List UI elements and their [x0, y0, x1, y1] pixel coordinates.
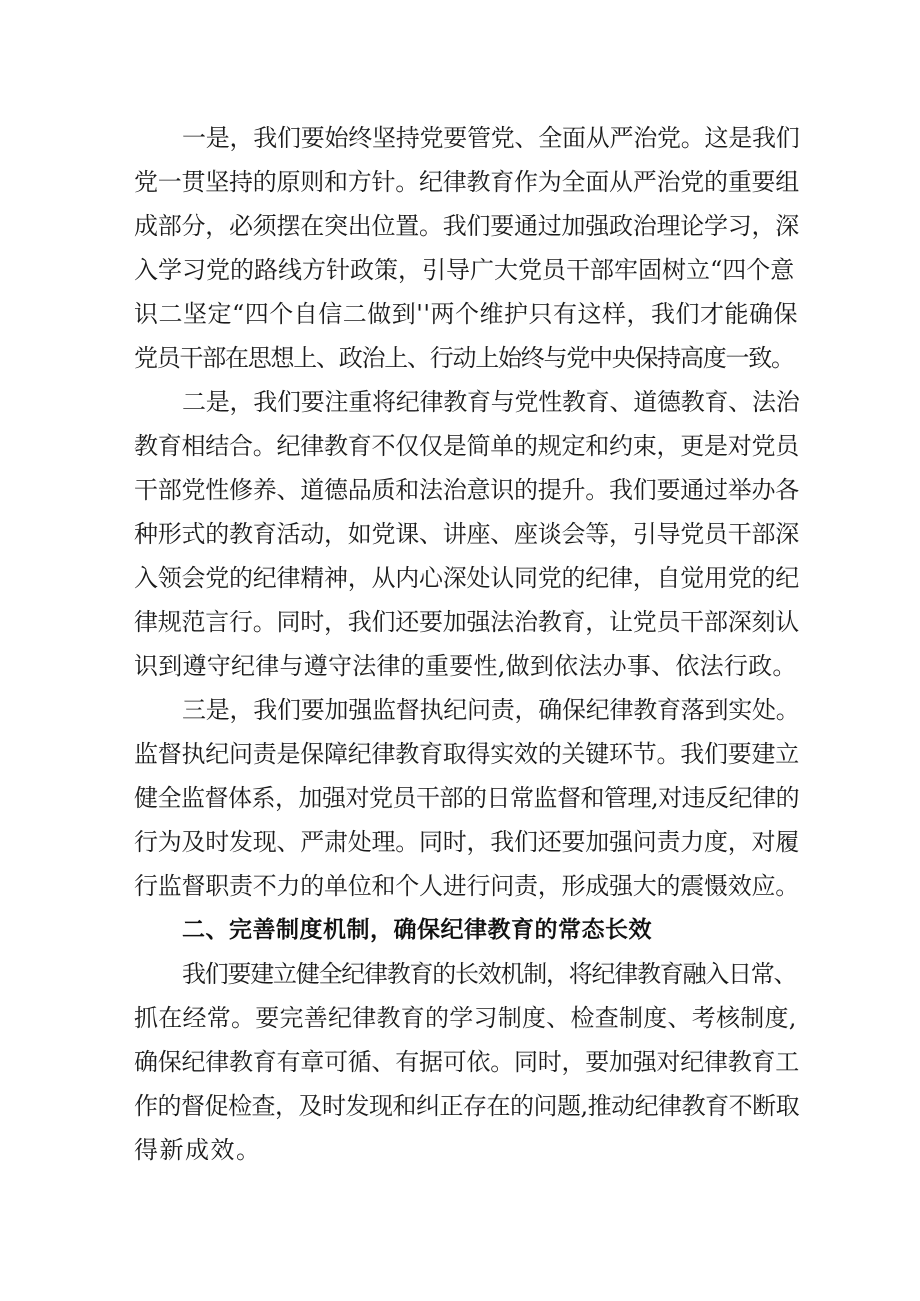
- paragraph-2-line-7: 识到遵守纪律与遵守法律的重要性,做到依法办事、依法行政。: [134, 652, 797, 680]
- paragraph-4-line-2: 抓在经常。要完善纪律教育的学习制度、检查制度、考核制度,: [134, 1004, 797, 1032]
- paragraph-2-line-6: 律规范言行。同时，我们还要加强法治教育，让党员干部深刻认: [134, 608, 799, 636]
- paragraph-3-line-1: 三是，我们要加强监督执纪问责，确保纪律教育落到实处。: [182, 696, 800, 724]
- paragraph-2-line-2: 教育相结合。纪律教育不仅仅是简单的规定和约束，更是对党员: [134, 432, 799, 460]
- paragraph-4-line-3: 确保纪律教育有章可循、有据可依。同时，要加强对纪律教育工: [134, 1048, 799, 1076]
- paragraph-2-line-3: 干部党性修养、道德品质和法治意识的提升。我们要通过举办各: [134, 476, 799, 504]
- paragraph-3-line-5: 行监督职责不力的单位和个人进行问责，形成强大的震慑效应。: [134, 872, 799, 900]
- paragraph-1-line-3: 成部分，必须摆在突出位置。我们要通过加强政治理论学习，深: [134, 212, 799, 240]
- paragraph-2-line-5: 入领会党的纪律精神，从内心深处认同党的纪律，自觉用党的纪: [134, 564, 799, 592]
- paragraph-4-line-4: 作的督促检查，及时发现和纠正存在的问题,推动纪律教育不断取: [134, 1092, 800, 1120]
- paragraph-1-line-5: 识二坚定“四个自信二做到''两个维护只有这样，我们才能确保: [134, 300, 798, 328]
- paragraph-3-line-2: 监督执纪问责是保障纪律教育取得实效的关键环节。我们要建立: [134, 740, 799, 768]
- paragraph-1-line-6: 党员干部在思想上、政治上、行动上始终与党中央保持高度一致。: [134, 344, 794, 372]
- paragraph-1-line-4: 入学习党的路线方针政策，引导广大党员干部牢固树立“四个意: [134, 256, 795, 284]
- paragraph-2-line-1: 二是，我们要注重将纪律教育与党性教育、道德教育、法治: [182, 388, 800, 416]
- paragraph-3-line-3: 健全监督体系，加强对党员干部的日常监督和管理,对违反纪律的: [134, 784, 800, 812]
- paragraph-1-line-1: 一是，我们要始终坚持党要管党、全面从严治党。这是我们: [182, 124, 800, 152]
- paragraph-4-line-5: 得新成效。: [134, 1136, 262, 1164]
- paragraph-3-line-4: 行为及时发现、严肃处理。同时，我们还要加强问责力度，对履: [134, 828, 799, 856]
- paragraph-1-line-2: 党一贯坚持的原则和方针。纪律教育作为全面从严治党的重要组: [134, 168, 799, 196]
- section-heading: 二、完善制度机制，确保纪律教育的常态长效: [182, 917, 652, 943]
- paragraph-4-line-1: 我们要建立健全纪律教育的长效机制，将纪律教育融入日常、: [182, 960, 797, 988]
- paragraph-2-line-4: 种形式的教育活动，如党课、讲座、座谈会等，引导党员干部深: [134, 520, 799, 548]
